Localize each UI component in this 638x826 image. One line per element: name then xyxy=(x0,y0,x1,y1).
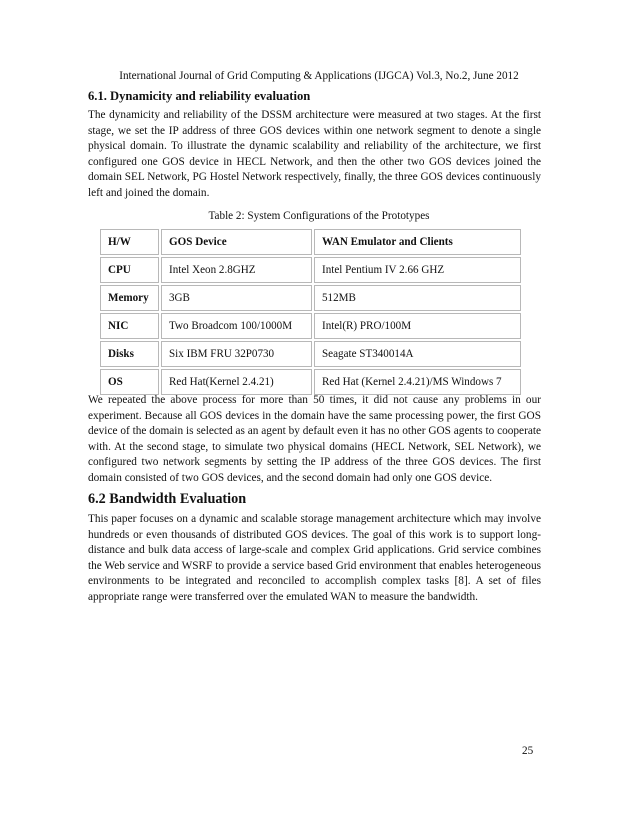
table-row xyxy=(100,285,521,311)
table-row xyxy=(100,313,521,339)
section-6-1-paragraph-2: We repeated the above process for more than 50 times, it did not cause any problems in our experiment. Because all GOS devices in the domain have the same processing power, the first GOS device of the domain is selected as an agent by default even it has no other GOS agents to cooperate with. At the second stage, to simulate two physical domains (HECL Network, SEL Network), we configured two network segments by setting the IP address of the three GOS devices. The first domain consisted of two GOS devices, and the second domain had only one GOS device. xyxy=(88,394,541,484)
row-label-memory: Memory xyxy=(100,285,159,311)
cell-gos-nic: Two Broadcom 100/1000M xyxy=(161,313,312,339)
cell-wan-os: Red Hat (Kernel 2.4.21)/MS Windows 7 xyxy=(314,369,521,395)
cell-gos-cpu: Intel Xeon 2.8GHZ xyxy=(161,257,312,283)
table-row xyxy=(100,341,521,367)
header-cell-gos-device: GOS Device xyxy=(161,229,312,255)
header-cell-hw: H/W xyxy=(100,229,159,255)
section-6-2-paragraph: This paper focuses on a dynamic and scalable storage management architecture which may involve hundreds or even thousands of distributed GOS devices. The goal of this work is to support long-distance and bulk data access of large-scale and complex Grid applications. Grid service combines the Web service and WSRF to provide a service based Grid environment that enables heterogeneous environments to be integrated and reconciled to accomplish complex tasks [8]. A set of files appropriate range were transferred over the emulated WAN to measure the bandwidth. xyxy=(88,513,541,603)
cell-wan-disks: Seagate ST340014A xyxy=(314,341,521,367)
table-row xyxy=(100,257,521,283)
row-label-disks: Disks xyxy=(100,341,159,367)
table-row xyxy=(100,369,521,395)
cell-gos-os: Red Hat(Kernel 2.4.21) xyxy=(161,369,312,395)
header-cell-wan-emulator: WAN Emulator and Clients xyxy=(314,229,521,255)
table-header-row xyxy=(100,229,521,255)
cell-gos-memory: 3GB xyxy=(161,285,312,311)
row-label-nic: NIC xyxy=(100,313,159,339)
section-6-1-paragraph-1: The dynamicity and reliability of the DSSM architecture were measured at two stages. At the first stage, we set the IP address of three GOS devices within one network segment to denote a single physical domain. To illustrate the dynamic scalability and reliability of the architecture, we first configured one GOS device in HECL Network, and then the other two GOS devices joined the domain SEL Network, PG Hostel Network respectively, finally, the three GOS devices continuously left and joined the domain. xyxy=(88,109,541,199)
section-6-2-title: 6.2 Bandwidth Evaluation xyxy=(88,491,247,507)
system-config-table xyxy=(98,227,523,397)
cell-gos-disks: Six IBM FRU 32P0730 xyxy=(161,341,312,367)
row-label-cpu: CPU xyxy=(100,257,159,283)
cell-wan-memory: 512MB xyxy=(314,285,521,311)
journal-header: International Journal of Grid Computing & Applications (IJGCA) Vol.3, No.2, June 2012 xyxy=(119,70,519,82)
cell-wan-nic: Intel(R) PRO/100M xyxy=(314,313,521,339)
cell-wan-cpu: Intel Pentium IV 2.66 GHZ xyxy=(314,257,521,283)
section-6-1-title: 6.1. Dynamicity and reliability evaluation xyxy=(88,89,311,103)
row-label-os: OS xyxy=(100,369,159,395)
page-number: 25 xyxy=(522,745,534,757)
table-caption: Table 2: System Configurations of the Prototypes xyxy=(208,210,430,222)
